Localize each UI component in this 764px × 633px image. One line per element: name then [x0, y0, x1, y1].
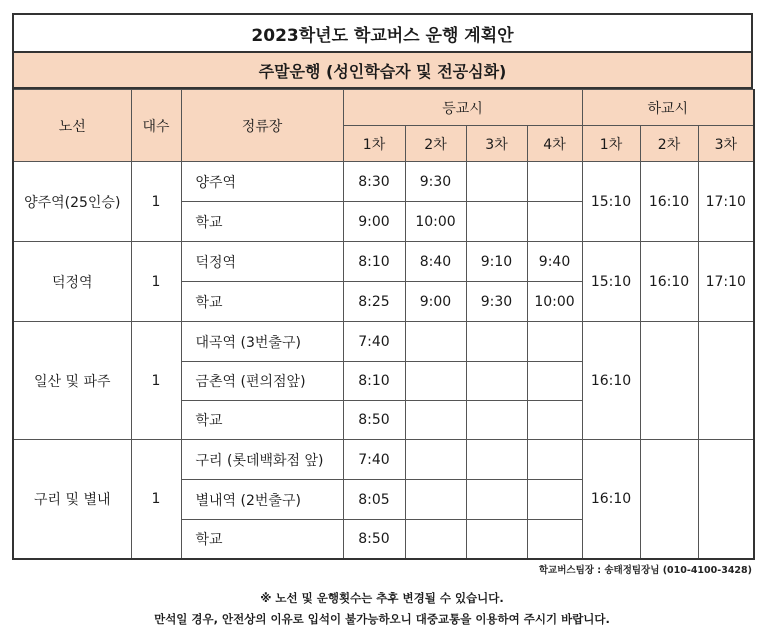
depart-time — [527, 520, 582, 559]
route-name: 덕정역 — [13, 242, 131, 322]
contact-info: 학교버스팀장 : 송태정팀장님 (010-4100-3428) — [538, 565, 752, 576]
depart-time: 9:00 — [405, 282, 466, 322]
depart-time — [466, 322, 527, 362]
return-time: 15:10 — [582, 242, 640, 322]
return-time: 15:10 — [582, 162, 640, 242]
depart-time — [466, 401, 527, 440]
return-time: 16:10 — [582, 440, 640, 559]
depart-time — [527, 362, 582, 401]
depart-time: 9:00 — [343, 202, 405, 242]
header-to-school: 등교시 — [343, 90, 582, 126]
depart-time: 8:10 — [343, 362, 405, 401]
stop-name: 학교 — [181, 520, 343, 559]
depart-time: 8:10 — [343, 242, 405, 282]
depart-time — [527, 440, 582, 480]
table-row — [13, 162, 754, 202]
return-time — [698, 322, 754, 440]
depart-time — [466, 202, 527, 242]
stop-name: 별내역 (2번출구) — [181, 480, 343, 520]
return-time: 16:10 — [640, 242, 698, 322]
header-to-round: 1차 — [343, 126, 405, 162]
header-route: 노선 — [13, 90, 131, 162]
route-count: 1 — [131, 162, 181, 242]
header-count: 대수 — [131, 90, 181, 162]
depart-time — [405, 520, 466, 559]
depart-time: 9:30 — [466, 282, 527, 322]
stop-name: 양주역 — [181, 162, 343, 202]
route-name: 구리 및 별내 — [13, 440, 131, 559]
depart-time — [527, 202, 582, 242]
route-name: 일산 및 파주 — [13, 322, 131, 440]
depart-time: 8:40 — [405, 242, 466, 282]
return-time — [698, 440, 754, 559]
route-count: 1 — [131, 322, 181, 440]
table-row — [13, 242, 754, 282]
depart-time: 10:00 — [527, 282, 582, 322]
header-to-round: 4차 — [527, 126, 582, 162]
depart-time — [466, 440, 527, 480]
depart-time — [405, 440, 466, 480]
note-change: ※ 노선 및 운행횟수는 추후 변경될 수 있습니다. — [260, 591, 504, 605]
page-title: 2023학년도 학교버스 운행 계획안 — [12, 13, 753, 53]
depart-time: 7:40 — [343, 440, 405, 480]
depart-time: 10:00 — [405, 202, 466, 242]
depart-time: 9:30 — [405, 162, 466, 202]
header-to-round: 2차 — [405, 126, 466, 162]
depart-time: 8:05 — [343, 480, 405, 520]
route-count: 1 — [131, 440, 181, 559]
depart-time: 8:30 — [343, 162, 405, 202]
depart-time — [527, 401, 582, 440]
header-from-round: 2차 — [640, 126, 698, 162]
stop-name: 덕정역 — [181, 242, 343, 282]
depart-time: 8:50 — [343, 520, 405, 559]
depart-time — [466, 162, 527, 202]
return-time: 16:10 — [582, 322, 640, 440]
depart-time: 7:40 — [343, 322, 405, 362]
table-row — [13, 440, 754, 480]
stop-name: 학교 — [181, 202, 343, 242]
return-time: 17:10 — [698, 242, 754, 322]
stop-name: 구리 (롯데백화점 앞) — [181, 440, 343, 480]
header-from-round: 3차 — [698, 126, 754, 162]
stop-name: 학교 — [181, 282, 343, 322]
header-from-school: 하교시 — [582, 90, 754, 126]
table-row — [13, 322, 754, 362]
depart-time — [405, 480, 466, 520]
depart-time — [466, 520, 527, 559]
depart-time — [405, 401, 466, 440]
depart-time — [527, 162, 582, 202]
depart-time — [405, 322, 466, 362]
note-capacity: 만석일 경우, 안전상의 이유로 입석이 불가능하오니 대중교통을 이용하여 주시기 바랍니다. — [154, 612, 610, 626]
header-stop: 정류장 — [181, 90, 343, 162]
header-to-round: 3차 — [466, 126, 527, 162]
depart-time — [527, 322, 582, 362]
stop-name: 학교 — [181, 401, 343, 440]
depart-time: 9:40 — [527, 242, 582, 282]
route-count: 1 — [131, 242, 181, 322]
depart-time: 8:50 — [343, 401, 405, 440]
depart-time: 8:25 — [343, 282, 405, 322]
depart-time — [527, 480, 582, 520]
return-time — [640, 440, 698, 559]
return-time — [640, 322, 698, 440]
depart-time — [466, 362, 527, 401]
schedule-sheet — [12, 13, 753, 560]
return-time: 16:10 — [640, 162, 698, 242]
header-from-round: 1차 — [582, 126, 640, 162]
depart-time — [466, 480, 527, 520]
depart-time — [405, 362, 466, 401]
stop-name: 금촌역 (편의점앞) — [181, 362, 343, 401]
page-subtitle: 주말운행 (성인학습자 및 전공심화) — [12, 53, 753, 89]
route-name: 양주역(25인승) — [13, 162, 131, 242]
schedule-table — [12, 89, 755, 560]
stop-name: 대곡역 (3번출구) — [181, 322, 343, 362]
return-time: 17:10 — [698, 162, 754, 242]
depart-time: 9:10 — [466, 242, 527, 282]
